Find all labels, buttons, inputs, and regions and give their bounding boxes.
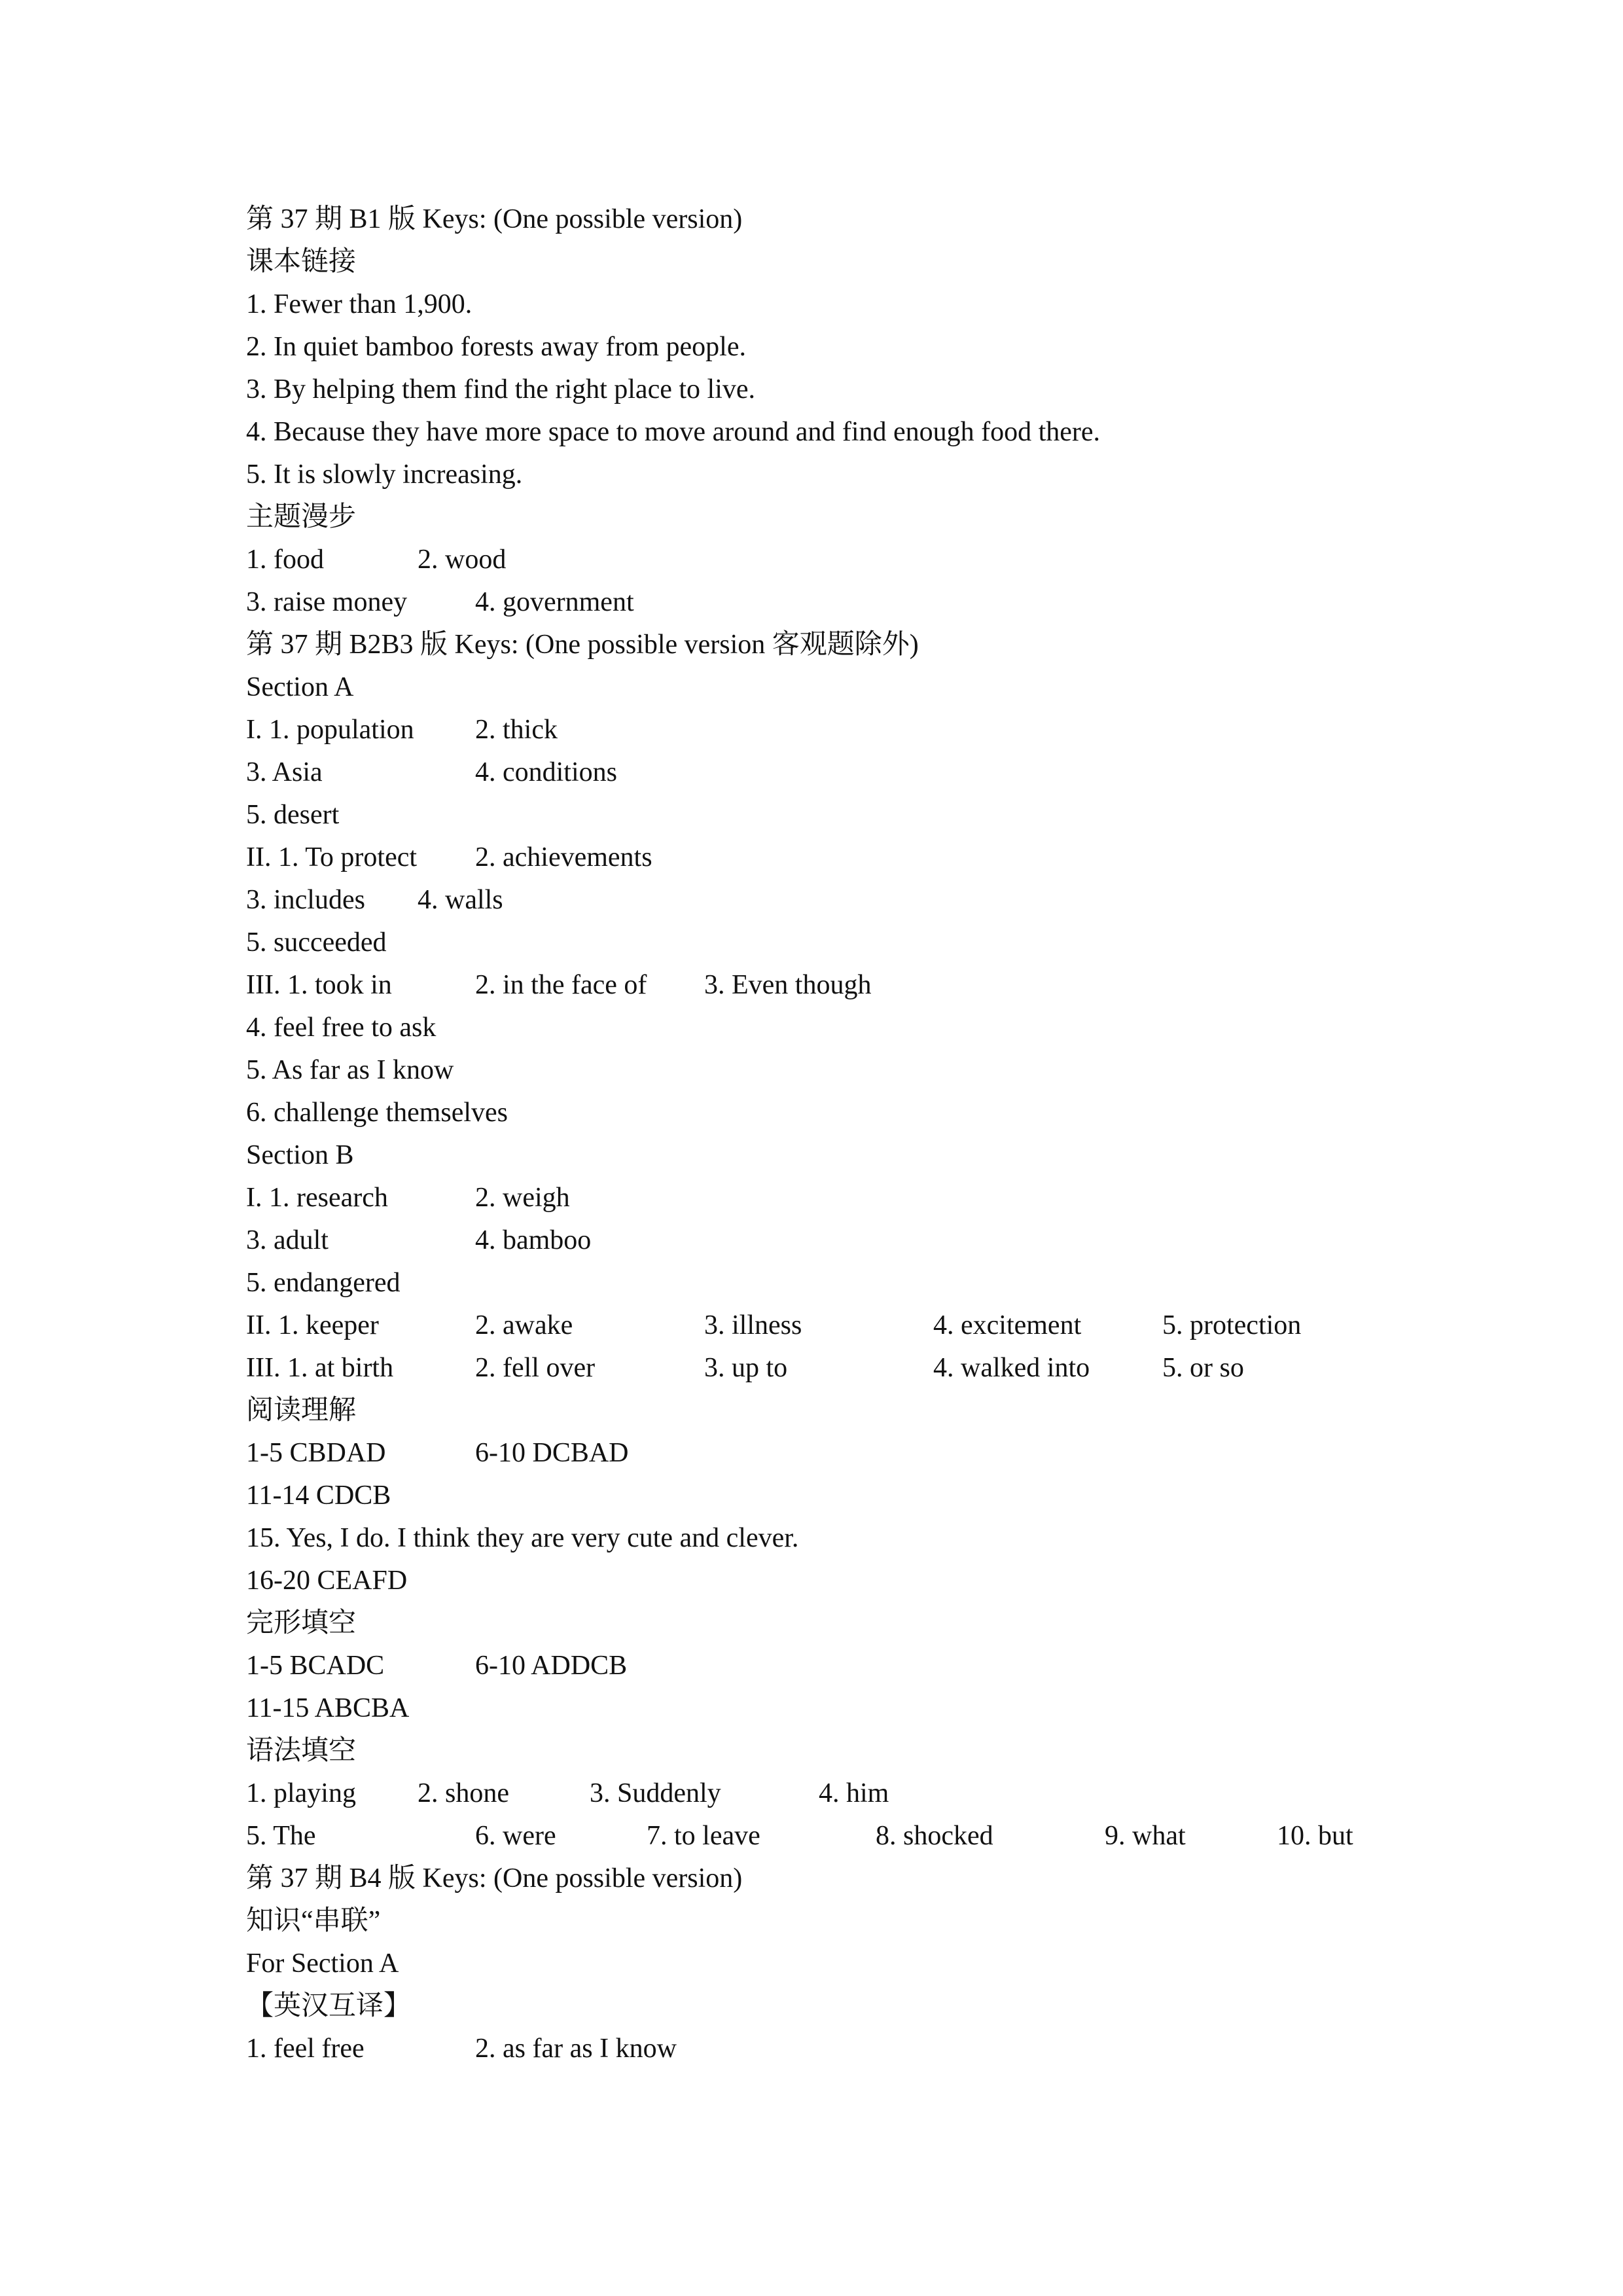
answer-row: 1-5 BCADC 6-10 ADDCB: [246, 1651, 628, 1681]
answer-row: 5. The 6. were 7. to leave 8. shocked 9. what 10. but: [246, 1821, 1353, 1851]
answer-row: 5. desert: [246, 800, 340, 830]
answer-row: 4. feel free to ask: [246, 1013, 437, 1043]
answer-row: 1-5 CBDAD 6-10 DCBAD: [246, 1438, 629, 1468]
textbook-answer: 2. In quiet bamboo forests away from people.: [246, 332, 746, 362]
answer-row: 15. Yes, I do. I think they are very cute and clever.: [246, 1523, 799, 1553]
answer-row: 1. feel free 2. as far as I know: [246, 2034, 677, 2064]
cloze-title: 完形填空: [246, 1608, 357, 1638]
answer-row: 5. As far as I know: [246, 1055, 454, 1085]
translation-title: 【英汉互译】: [246, 1991, 412, 2021]
answer-row: II. 1. To protect 2. achievements: [246, 842, 652, 872]
answer-key-document: [246, 198, 1424, 2070]
knowledge-link-title: 知识“串联”: [246, 1906, 381, 1936]
answer-row: III. 1. at birth 2. fell over 3. up to 4. walked into 5. or so: [246, 1353, 1244, 1383]
b4-heading: 第 37 期 B4 版 Keys: (One possible version): [246, 1863, 743, 1893]
for-section-a-title: For Section A: [246, 1948, 399, 1979]
answer-row: 16-20 CEAFD: [246, 1566, 408, 1596]
section-a-title: Section A: [246, 672, 354, 702]
textbook-answer: 4. Because they have more space to move around and find enough food there.: [246, 417, 1101, 447]
answer-row: 6. challenge themselves: [246, 1098, 508, 1128]
theme-walk-title: 主题漫步: [246, 502, 357, 532]
answer-row: 5. succeeded: [246, 927, 387, 958]
answer-row: III. 1. took in 2. in the face of 3. Even though: [246, 970, 872, 1000]
textbook-answer: 3. By helping them find the right place to live.: [246, 374, 756, 404]
textbook-link-title: 课本链接: [246, 247, 357, 277]
answer-row: II. 1. keeper 2. awake 3. illness 4. excitement 5. protection: [246, 1310, 1302, 1340]
answer-row: I. 1. research 2. weigh: [246, 1183, 570, 1213]
theme-answer-row: 3. raise money 4. government: [246, 587, 634, 617]
answer-row: 5. endangered: [246, 1268, 401, 1298]
answer-row: 3. includes 4. walls: [246, 885, 503, 915]
answer-row: 1. playing 2. shone 3. Suddenly 4. him: [246, 1778, 889, 1808]
b2b3-heading: 第 37 期 B2B3 版 Keys: (One possible version 客观题除外): [246, 630, 919, 660]
answer-row: 3. adult 4. bamboo: [246, 1225, 592, 1255]
answer-row: 11-14 CDCB: [246, 1480, 391, 1511]
textbook-answer: 5. It is slowly increasing.: [246, 459, 523, 490]
answer-row: 3. Asia 4. conditions: [246, 757, 617, 787]
b1-heading: 第 37 期 B1 版 Keys: (One possible version): [246, 204, 743, 234]
theme-answer-row: 1. food 2. wood: [246, 545, 507, 575]
reading-title: 阅读理解: [246, 1395, 357, 1426]
answer-row: 11-15 ABCBA: [246, 1693, 410, 1723]
grammar-title: 语法填空: [246, 1736, 357, 1766]
textbook-answer: 1. Fewer than 1,900.: [246, 289, 473, 319]
section-b-title: Section B: [246, 1140, 354, 1170]
answer-row: I. 1. population 2. thick: [246, 715, 558, 745]
